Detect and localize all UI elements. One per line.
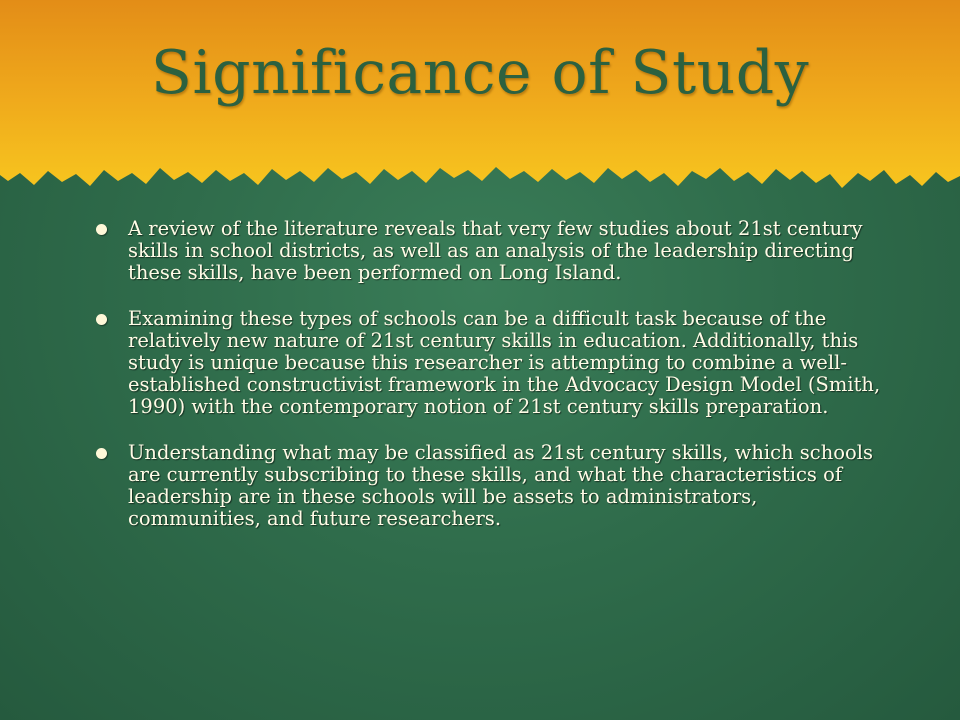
bullet-dot-icon (96, 224, 107, 235)
bullet-text: Understanding what may be classified as 21st century skills, which schools are currently subscribing to these skills, and what the characteristics of leadership are in these schools will be assets to administrators, communities, and future researchers. (128, 441, 873, 530)
bullet-item (96, 308, 886, 418)
bullet-dot-icon (96, 448, 107, 459)
bullet-text: A review of the literature reveals that very few studies about 21st century skills in school districts, as well as an analysis of the leadership directing these skills, have been performed on Long Island. (128, 217, 863, 284)
bullet-dot-icon (96, 314, 107, 325)
slide-title: Significance of Study (150, 38, 810, 108)
bullet-text: Examining these types of schools can be a difficult task because of the relatively new nature of 21st century skills in education. Additionally, this study is unique because this researcher is attempting to combine a well-established constructivist framework in the Advocacy Design Model (Smith, 1990) with the contemporary notion of 21st century skills preparation. (128, 307, 881, 418)
bullet-item (96, 218, 886, 284)
bullet-item (96, 442, 886, 530)
bullet-list (96, 218, 886, 554)
